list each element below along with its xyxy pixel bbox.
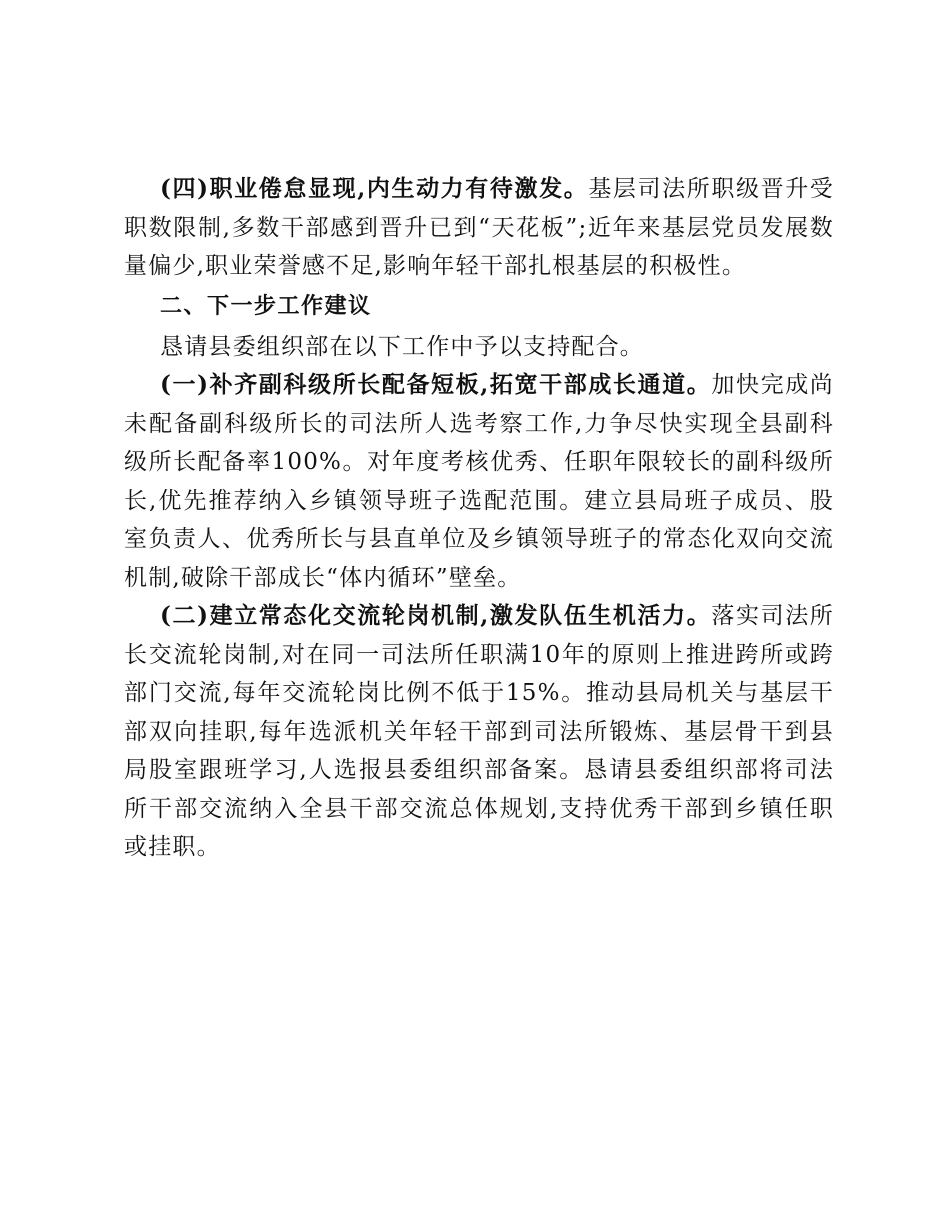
paragraph-body: 加快完成尚未配备副科级所长的司法所人选考察工作,力争尽快实现全县副科级所长配备率100%。对年度考核优秀、任职年限较长的副科级所长,优先推荐纳入乡镇领导班子选配范围。建立县局班子成员、股室负责人、优秀所长与县直单位及乡镇领导班子的常态化双向交流机制,破除干部成长“体内循环”壁垒。 bbox=[124, 372, 835, 591]
paragraph-body: 落实司法所长交流轮岗制,对在同一司法所任职满10年的原则上推进跨所或跨部门交流,每年交流轮岗比例不低于15%。推动县局机关与基层干部双向挂职,每年选派机关年轻干部到司法所锻炼、基层骨干到县局股室跟班学习,人选报县委组织部备案。恳请县委组织部将司法所干部交流纳入全县干部交流总体规划,支持优秀干部到乡镇任职或挂职。 bbox=[124, 603, 835, 860]
paragraph-section-4 bbox=[124, 170, 834, 286]
document-page bbox=[124, 170, 834, 867]
paragraph-lead: (一)补齐副科级所长配备短板,拓宽干部成长通道。 bbox=[160, 371, 712, 398]
paragraph-lead: (二)建立常态化交流轮岗机制,激发队伍生机活力。 bbox=[160, 602, 712, 629]
section-heading: 二、下一步工作建议 bbox=[160, 293, 372, 319]
paragraph-intro: 恳请县委组织部在以下工作中予以支持配合。 bbox=[160, 333, 644, 360]
paragraph-suggestion-2 bbox=[124, 597, 834, 867]
paragraph-body: 基层司法所职级晋升受职数限制,多数干部感到晋升已到“天花板”;近年来基层党员发展数量偏少,职业荣誉感不足,影响年轻干部扎根基层的积极性。 bbox=[124, 176, 834, 279]
paragraph-suggestion-1 bbox=[124, 366, 834, 597]
paragraph-lead: (四)职业倦怠显现,内生动力有待激发。 bbox=[160, 175, 589, 202]
